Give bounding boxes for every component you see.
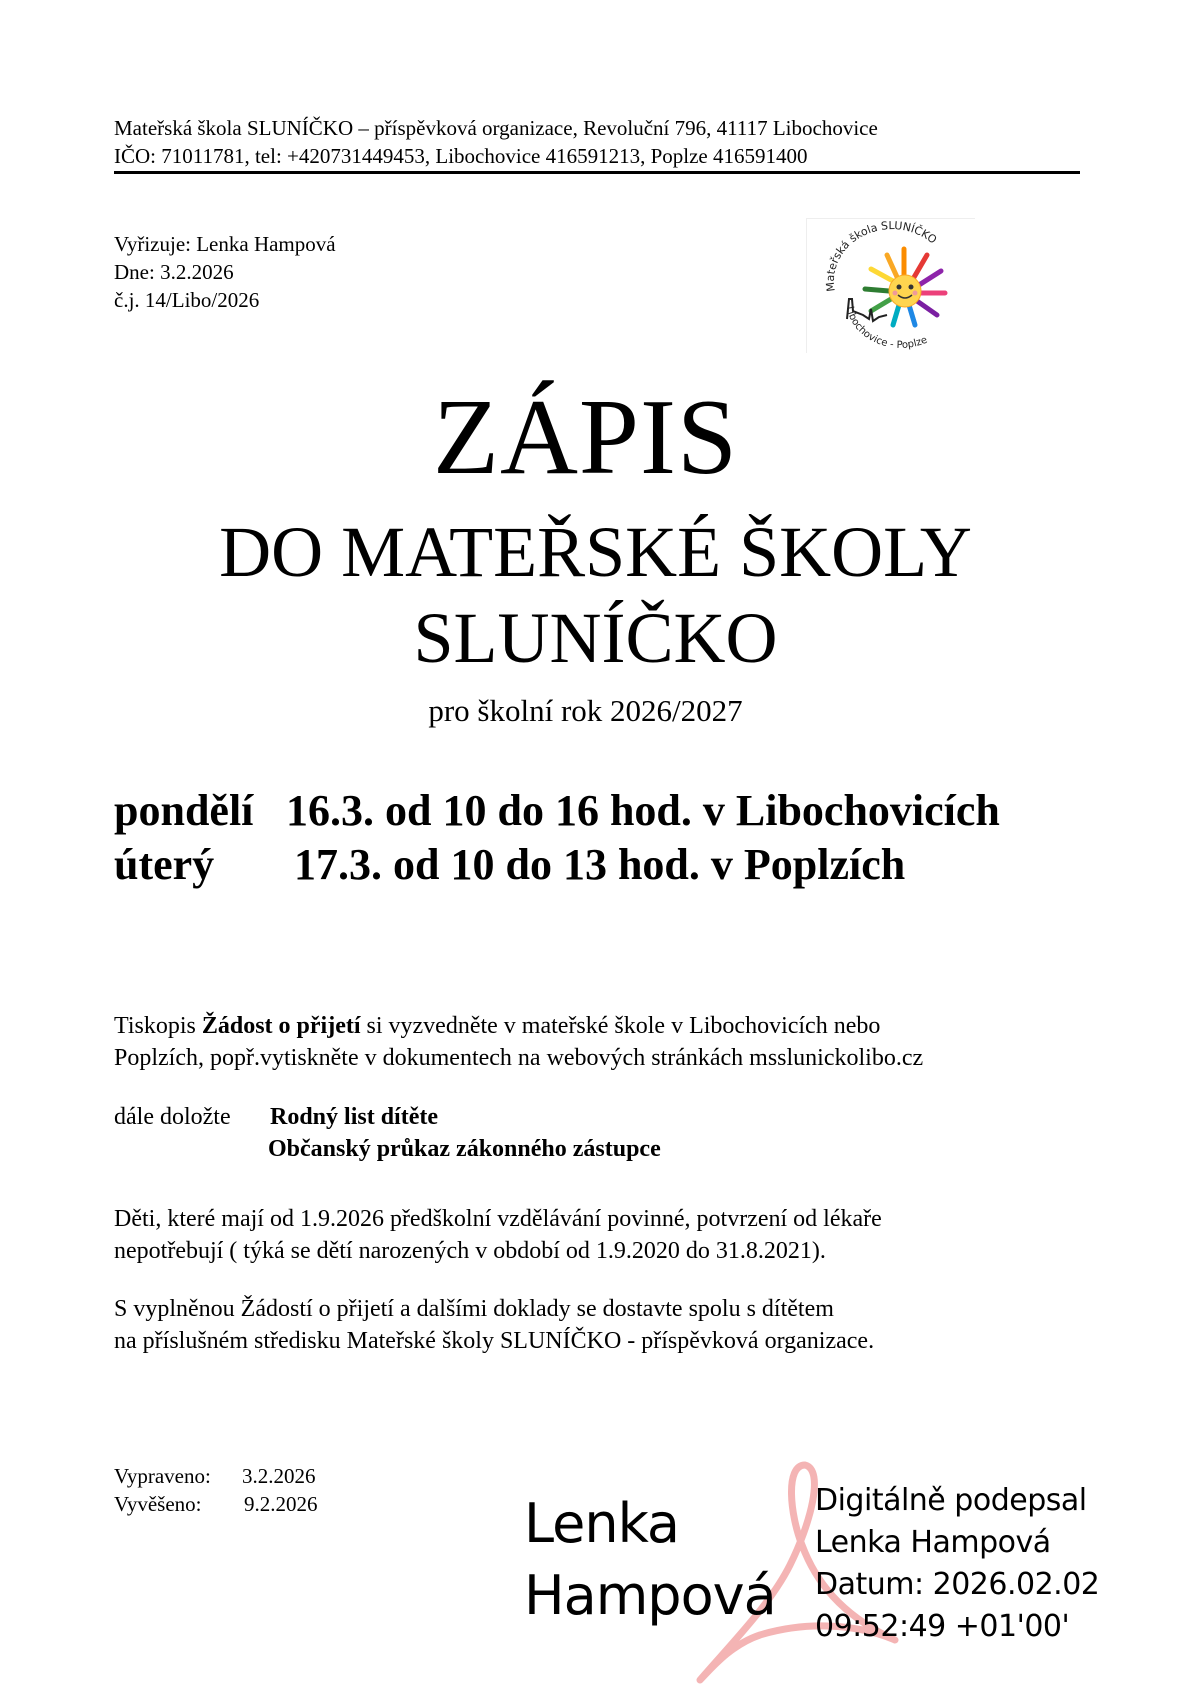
schedule-day: úterý [114,840,215,889]
title-line-name: SLUNÍČKO [413,598,778,678]
attachment-item-id-card: Občanský průkaz zákonného zástupce [268,1136,661,1162]
handled-by: Vyřizuje: Lenka Hampová [114,232,336,256]
sent-date: 3.2.2026 [242,1464,316,1488]
attachment-item-birth-certificate: Rodný list dítěte [270,1104,438,1130]
svg-text:Libochovice - Poplze: Libochovice - Poplze [843,305,930,352]
signature-info-date: Datum: 2026.02.02 [815,1567,1100,1602]
school-year: pro školní rok 2026/2027 [428,693,743,728]
form-name: Žádost o přijetí [201,1013,361,1039]
text: Tiskopis [114,1013,202,1039]
header-divider [114,171,1080,174]
page-title: ZÁPIS [432,378,739,497]
schedule-details: 16.3. od 10 do 16 hod. v Libochovicích [286,786,1000,835]
svg-text:Mateřská škola SLUNÍČKO: Mateřská škola SLUNÍČKO [823,219,940,293]
form-paragraph-line1 [114,1010,880,1042]
attachments-label: dále doložte [114,1104,231,1130]
header-contacts: IČO: 71011781, tel: +420731449453, Libochovice 416591213, Poplze 416591400 [114,144,808,168]
signer-name-line2: Hampová [524,1564,776,1627]
signature-info-signer: Lenka Hampová [815,1525,1051,1560]
text: si vyzvedněte v mateřské škole v Libochovicích nebo [360,1013,881,1039]
sent-label: Vypraveno: [114,1464,211,1488]
reference-number: č.j. 14/Libo/2026 [114,288,260,312]
title-line-school: DO MATEŘSKÉ ŠKOLY [219,512,972,592]
signature-info-label: Digitálně podepsal [815,1483,1087,1518]
schedule-details: 17.3. od 10 do 13 hod. v Poplzích [294,840,906,889]
schedule-day: pondělí [114,786,254,835]
form-paragraph-line2: Poplzích, popř.vytiskněte v dokumentech na webových stránkách msslunickolibo.cz [114,1045,924,1071]
signature-info-time: 09:52:49 +01'00' [815,1609,1070,1644]
posted-date: 9.2.2026 [244,1492,318,1516]
signer-name-line1: Lenka [524,1492,679,1555]
schedule-row-tuesday [114,838,905,892]
schedule-row-monday [114,784,1000,838]
instructions-line1: S vyplněnou Žádostí o přijetí a dalšími doklady se dostavte spolu s dítětem [114,1296,834,1322]
signature-info [815,1480,1099,1648]
header-address: Mateřská škola SLUNÍČKO – příspěvková organizace, Revoluční 796, 41117 Libochovice [114,116,878,140]
document-date: Dne: 3.2.2026 [114,260,234,284]
posted-label: Vyvěšeno: [114,1492,202,1516]
sun-logo-icon [807,219,975,353]
preschool-note-line2: nepotřebují ( týká se dětí narozených v období od 1.9.2020 do 31.8.2021). [114,1238,826,1264]
school-logo [806,218,975,353]
instructions-line2: na příslušném středisku Mateřské školy SLUNÍČKO - příspěvková organizace. [114,1328,875,1354]
preschool-note-line1: Děti, které mají od 1.9.2026 předškolní vzdělávání povinné, potvrzení od lékaře [114,1206,882,1232]
